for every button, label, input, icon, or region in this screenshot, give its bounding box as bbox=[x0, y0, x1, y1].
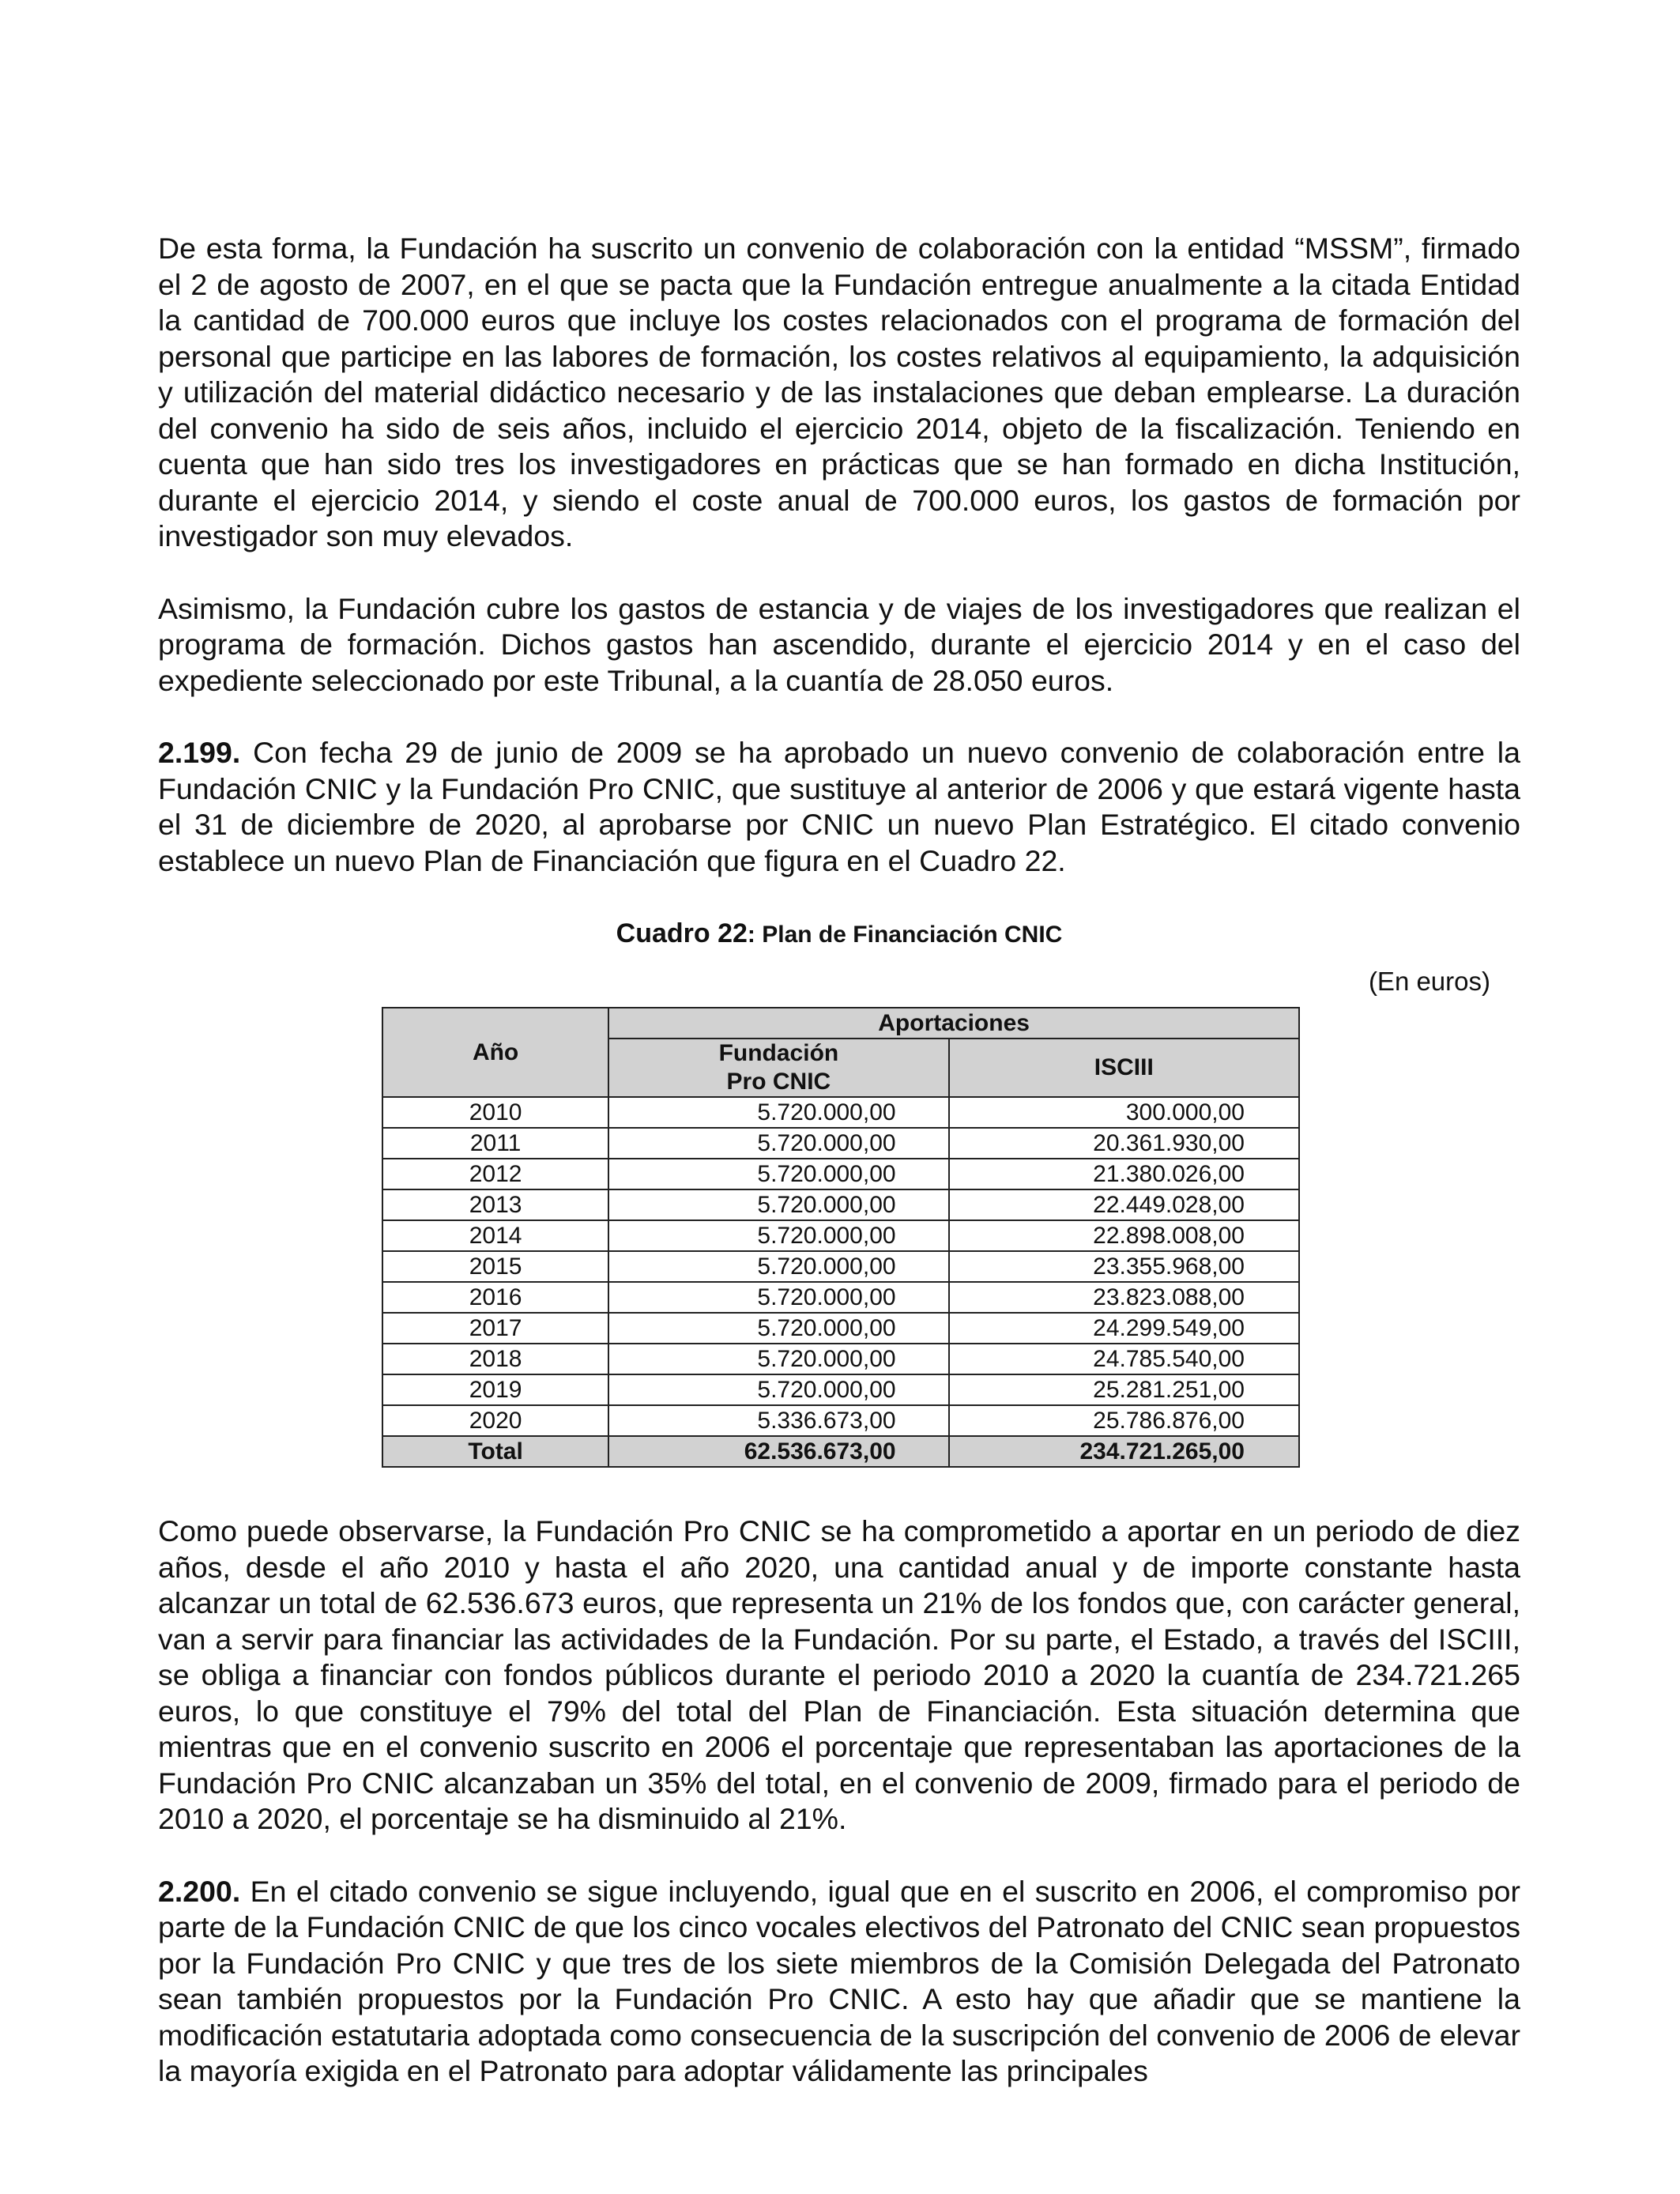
cell-isciii: 24.785.540,00 bbox=[949, 1344, 1299, 1374]
cell-total-fund: 62.536.673,00 bbox=[608, 1436, 948, 1467]
paragraph-number: 2.200. bbox=[158, 1874, 241, 1908]
cell-total-isciii: 234.721.265,00 bbox=[949, 1436, 1299, 1467]
cell-year: 2014 bbox=[382, 1220, 608, 1251]
table-row bbox=[382, 1374, 1299, 1405]
cell-year: 2016 bbox=[382, 1282, 608, 1313]
paragraph-2-200 bbox=[158, 1874, 1520, 2090]
table-title bbox=[158, 915, 1520, 953]
table-row bbox=[382, 1097, 1299, 1128]
cell-fund: 5.720.000,00 bbox=[608, 1282, 948, 1313]
table-title-number: Cuadro 22 bbox=[616, 918, 748, 948]
table-row bbox=[382, 1282, 1299, 1313]
table-total-row bbox=[382, 1436, 1299, 1467]
cell-year: 2019 bbox=[382, 1374, 608, 1405]
paragraph-number: 2.199. bbox=[158, 736, 241, 769]
header-contributions: Aportaciones bbox=[608, 1008, 1299, 1039]
cell-fund: 5.720.000,00 bbox=[608, 1344, 948, 1374]
table-title-text: : Plan de Financiación CNIC bbox=[747, 922, 1063, 948]
cell-isciii: 25.786.876,00 bbox=[949, 1405, 1299, 1436]
cell-isciii: 22.449.028,00 bbox=[949, 1189, 1299, 1220]
cell-fund: 5.720.000,00 bbox=[608, 1189, 948, 1220]
cell-isciii: 24.299.549,00 bbox=[949, 1313, 1299, 1344]
table-row bbox=[382, 1220, 1299, 1251]
paragraph-2-199 bbox=[158, 735, 1520, 879]
cell-year: 2012 bbox=[382, 1159, 608, 1189]
cell-isciii: 25.281.251,00 bbox=[949, 1374, 1299, 1405]
table-row bbox=[382, 1189, 1299, 1220]
cell-isciii: 20.361.930,00 bbox=[949, 1128, 1299, 1159]
table-row bbox=[382, 1313, 1299, 1344]
table-row bbox=[382, 1128, 1299, 1159]
cell-fund: 5.720.000,00 bbox=[608, 1097, 948, 1128]
cell-fund: 5.720.000,00 bbox=[608, 1220, 948, 1251]
header-fundacion-pro-cnic: Fundación Pro CNIC bbox=[608, 1039, 948, 1097]
paragraph-text: Con fecha 29 de junio de 2009 se ha aprobado un nuevo convenio de colaboración entre la Fundación CNIC y la Fundación Pro CNIC, que sustituye al anterior de 2006 y que estará vigente hasta el 31 de diciembre de 2020, al aprobarse por CNIC un nuevo Plan Estratégico. El citado convenio establece un nuevo Plan de Financiación que figura en el Cuadro 22. bbox=[158, 736, 1520, 877]
cell-year: 2011 bbox=[382, 1128, 608, 1159]
cell-year: 2020 bbox=[382, 1405, 608, 1436]
table-row bbox=[382, 1344, 1299, 1374]
cell-total-label: Total bbox=[382, 1436, 608, 1467]
paragraph-text: En el citado convenio se sigue incluyendo, igual que en el suscrito en 2006, el compromiso por parte de la Fundación CNIC de que los cinco vocales electivos del Patronato del CNIC sean propuestos por la Fundación Pro CNIC y que tres de los siete miembros de la Comisión Delegada del Patronato sean también propuestos por la Fundación Pro CNIC. A esto hay que añadir que se mantiene la modificación estatutaria adoptada como consecuencia de la suscripción del convenio de 2006 de elevar la mayoría exigida en el Patronato para adoptar válidamente las principales bbox=[158, 1874, 1521, 2087]
cell-fund: 5.720.000,00 bbox=[608, 1159, 948, 1189]
table-header-row bbox=[382, 1008, 1299, 1039]
cell-isciii: 300.000,00 bbox=[949, 1097, 1299, 1128]
cell-year: 2018 bbox=[382, 1344, 608, 1374]
paragraph-mssm-agreement: De esta forma, la Fundación ha suscrito un convenio de colaboración con la entidad “MSSM”, firmado el 2 de agosto de 2007, en el que se pacta que la Fundación entregue anualmente a la citada Entidad la cantidad de 700.000 euros que incluye los costes relacionados con el programa de formación del personal que participe en las labores de formación, los costes relativos al equipamiento, la adquisición y utilización del material didáctico necesario y de las instalaciones que deban emplearse. La duración del convenio ha sido de seis años, incluido el ejercicio 2014, objeto de la fiscalización. Teniendo en cuenta que han sido tres los investigadores en prácticas que se han formado en dicha Institución, durante el ejercicio 2014, y siendo el coste anual de 700.000 euros, los gastos de formación por investigador son muy elevados. bbox=[158, 232, 1520, 552]
cell-fund: 5.720.000,00 bbox=[608, 1313, 948, 1344]
cell-year: 2013 bbox=[382, 1189, 608, 1220]
cell-year: 2015 bbox=[382, 1251, 608, 1282]
document-page bbox=[158, 231, 1520, 2090]
cell-isciii: 23.823.088,00 bbox=[949, 1282, 1299, 1313]
table-row bbox=[382, 1251, 1299, 1282]
paragraph-commitment-analysis: Como puede observarse, la Fundación Pro CNIC se ha comprometido a aportar en un periodo de diez años, desde el año 2010 y hasta el año 2020, una cantidad anual y de importe constante hasta alcanzar un total de 62.536.673 euros, que representa un 21% de los fondos que, con carácter general, van a servir para financiar las actividades de la Fundación. Por su parte, el Estado, a través del ISCIII, se obliga a financiar con fondos públicos durante el periodo 2010 a 2020 la cuantía de 234.721.265 euros, lo que constituye el 79% del total del Plan de Financiación. Esta situación determina que mientras que en el convenio suscrito en 2006 el porcentaje que representaban las aportaciones de la Fundación Pro CNIC alcanzaban un 35% del total, en el convenio de 2009, firmado para el periodo de 2010 a 2020, el porcentaje se ha disminuido al 21%. bbox=[158, 1514, 1520, 1835]
cell-year: 2017 bbox=[382, 1313, 608, 1344]
cell-fund: 5.720.000,00 bbox=[608, 1128, 948, 1159]
header-isciii: ISCIII bbox=[949, 1039, 1299, 1097]
paragraph-travel-expenses: Asimismo, la Fundación cubre los gastos de estancia y de viajes de los investigadores que realizan el programa de formación. Dichos gastos han ascendido, durante el ejercicio 2014 y en el caso del expediente seleccionado por este Tribunal, a la cuantía de 28.050 euros. bbox=[158, 591, 1520, 697]
cell-fund: 5.720.000,00 bbox=[608, 1251, 948, 1282]
cell-fund: 5.336.673,00 bbox=[608, 1405, 948, 1436]
table-row bbox=[382, 1405, 1299, 1436]
cell-year: 2010 bbox=[382, 1097, 608, 1128]
cell-isciii: 21.380.026,00 bbox=[949, 1159, 1299, 1189]
cell-isciii: 23.355.968,00 bbox=[949, 1251, 1299, 1282]
table-row bbox=[382, 1159, 1299, 1189]
table-units: (En euros) bbox=[1368, 967, 1490, 996]
financing-plan-table bbox=[382, 1007, 1300, 1468]
cell-fund: 5.720.000,00 bbox=[608, 1374, 948, 1405]
header-year: Año bbox=[382, 1008, 608, 1097]
cell-isciii: 22.898.008,00 bbox=[949, 1220, 1299, 1251]
